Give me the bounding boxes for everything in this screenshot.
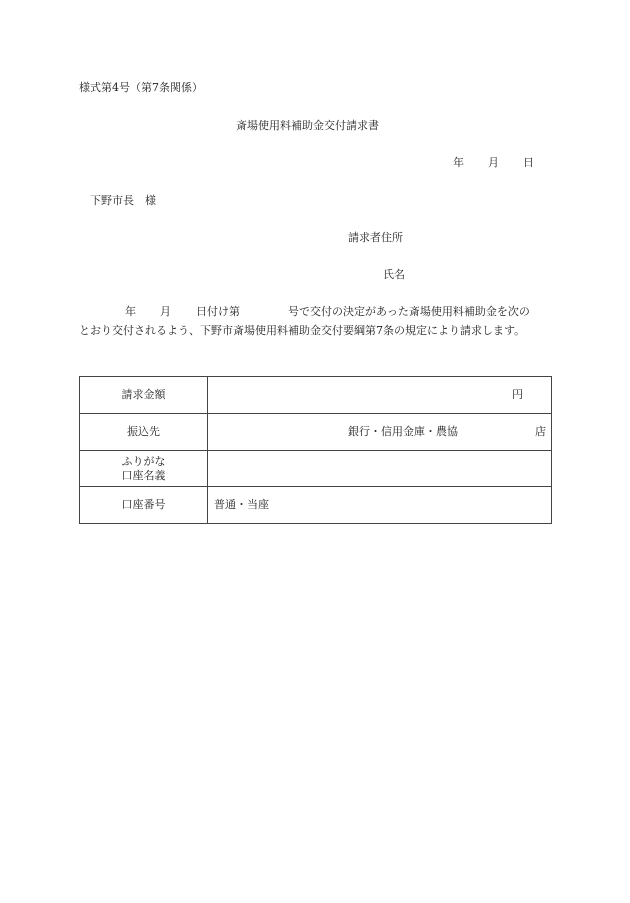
- transfer-label: 振込先: [80, 414, 208, 451]
- branch-suffix: 店: [535, 425, 546, 438]
- body-date-suffix: 日付け第: [196, 305, 240, 318]
- form-number: 様式第4号（第7条関係）: [79, 81, 203, 94]
- amount-field[interactable]: [208, 377, 552, 414]
- date-day-label: 日: [523, 156, 534, 169]
- addressee: 下野市長 様: [90, 194, 156, 207]
- document-title: 斎場使用料補助金交付請求書: [236, 119, 379, 132]
- date-year-label: 年: [453, 156, 464, 169]
- account-name-label: 口座名義: [121, 468, 166, 482]
- table-row-transfer: [80, 414, 552, 451]
- account-number-label: 口座番号: [80, 487, 208, 524]
- furigana-label: ふりがな: [121, 454, 166, 468]
- table-row-account-name: [80, 451, 552, 487]
- body-year-label: 年: [125, 305, 136, 318]
- requester-name-label: 氏名: [383, 268, 405, 281]
- account-number-field[interactable]: [208, 487, 552, 524]
- account-type: 普通・当座: [214, 498, 269, 511]
- account-name-label-cell: [80, 451, 208, 487]
- request-table: [79, 376, 552, 524]
- amount-label: 請求金額: [80, 377, 208, 414]
- table-row-account-number: [80, 487, 552, 524]
- body-text-line2: とおり交付されるよう、下野市斎場使用料補助金交付要綱第7条の規定により請求します。: [79, 324, 526, 337]
- table-row-amount: [80, 377, 552, 414]
- amount-unit: 円: [512, 388, 523, 401]
- account-name-field[interactable]: [208, 451, 552, 487]
- body-text-line1: 号で交付の決定があった斎場使用料補助金を次の: [288, 305, 530, 318]
- date-month-label: 月: [488, 156, 499, 169]
- body-month-label: 月: [160, 305, 171, 318]
- requester-address-label: 請求者住所: [348, 231, 403, 244]
- transfer-field[interactable]: [208, 414, 552, 451]
- bank-types: 銀行・信用金庫・農協: [348, 425, 458, 438]
